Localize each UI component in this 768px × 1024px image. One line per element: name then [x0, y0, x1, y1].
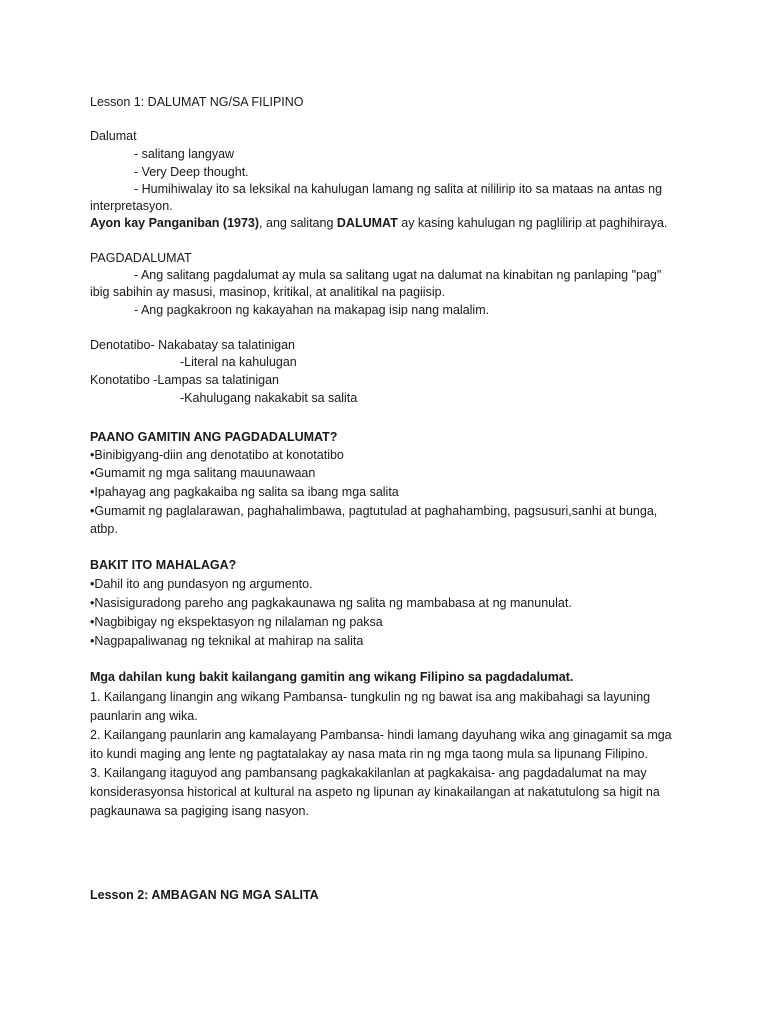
- paano-item: •Gumamit ng mga salitang mauunawaan: [90, 466, 316, 480]
- dahilan-line: 2. Kailangang paunlarin ang kamalayang Pambansa- hindi lamang dayuhang wika ang ginagamit sa mga: [90, 728, 672, 742]
- panganiban-text-a: , ang salitang: [259, 216, 337, 230]
- konotatibo-sub: -Kahulugang nakakabit sa salita: [180, 391, 358, 405]
- panganiban-text-b: ay kasing kahulugan ng paglilirip at paghihiraya.: [397, 216, 668, 230]
- dahilan-line: paunlarin ang wika.: [90, 709, 198, 723]
- bakit-item: •Nagpapaliwanag ng teknikal at mahirap na salita: [90, 634, 364, 648]
- bakit-heading: BAKIT ITO MAHALAGA?: [90, 558, 237, 572]
- pagdadalumat-point-continuation: ibig sabihin ay masusi, masinop, kritikal, at analitikal na pagiisip.: [90, 285, 446, 299]
- paano-item: •Binibigyang-diin ang denotatibo at konotatibo: [90, 448, 344, 462]
- dahilan-heading: Mga dahilan kung bakit kailangang gamitin ang wikang Filipino sa pagdadalumat.: [90, 670, 574, 684]
- dalumat-heading: Dalumat: [90, 129, 137, 143]
- paano-item: •Ipahayag ang pagkakaiba ng salita sa ibang mga salita: [90, 485, 399, 499]
- dahilan-line: 1. Kailangang linangin ang wikang Pambansa- tungkulin ng ng bawat isa ang makibahagi sa layuning: [90, 690, 651, 704]
- bakit-item: •Nagbibigay ng ekspektasyon ng nilalaman ng paksa: [90, 615, 383, 629]
- bakit-item: •Nasisiguradong pareho ang pagkakaunawa ng salita ng mambabasa at ng manunulat.: [90, 596, 572, 610]
- dalumat-point: - salitang langyaw: [134, 147, 235, 161]
- dahilan-line: ito kundi maging ang lente ng pagtatalakay ay nasa mata rin ng mga taong mula sa lipunang Filipino.: [90, 747, 648, 761]
- paano-item: •Gumamit ng paglalarawan, paghahalimbawa, pagtutulad at paghahambing, pagsusuri,sanhi at bunga,: [90, 504, 658, 518]
- dalumat-point: - Very Deep thought.: [134, 165, 249, 179]
- lesson2-title: Lesson 2: AMBAGAN NG MGA SALITA: [90, 888, 319, 902]
- dahilan-line: konsiderasyonsa historical at kultural na aspeto ng lipunan ay kinakailangan at nakatutulong sa higit na: [90, 785, 660, 799]
- paano-heading: PAANO GAMITIN ANG PAGDADALUMAT?: [90, 430, 338, 444]
- panganiban-close-paren: ): [254, 216, 260, 230]
- panganiban-citation: Ayon kay Panganiban (1973: [90, 216, 255, 230]
- pagdadalumat-point: - Ang salitang pagdalumat ay mula sa salitang ugat na dalumat na kinabitan ng panlaping "pag": [134, 268, 662, 282]
- dalumat-point: - Humihiwalay ito sa leksikal na kahulugan lamang ng salita at nililirip ito sa mataas na antas ng: [134, 182, 663, 196]
- dalumat-term: DALUMAT: [336, 216, 398, 230]
- paano-item-continuation: atbp.: [90, 522, 118, 536]
- dalumat-point-continuation: interpretasyon.: [90, 199, 173, 213]
- pagdadalumat-point: - Ang pagkakroon ng kakayahan na makapag isip nang malalim.: [134, 303, 490, 317]
- konotatibo-definition: Konotatibo -Lampas sa talatinigan: [90, 373, 280, 387]
- pagdadalumat-heading: PAGDADALUMAT: [90, 251, 192, 265]
- dahilan-line: 3. Kailangang itaguyod ang pambansang pagkakakilanlan at pagkakaisa- ang pagdadalumat na may: [90, 766, 647, 780]
- panganiban-line: [90, 214, 667, 232]
- lesson1-title: Lesson 1: DALUMAT NG/SA FILIPINO: [90, 95, 304, 109]
- denotatibo-definition: Denotatibo- Nakabatay sa talatinigan: [90, 338, 295, 352]
- dahilan-line: pagkaunawa sa pagiging isang nasyon.: [90, 804, 309, 818]
- denotatibo-sub: -Literal na kahulugan: [180, 355, 297, 369]
- bakit-item: •Dahil ito ang pundasyon ng argumento.: [90, 577, 313, 591]
